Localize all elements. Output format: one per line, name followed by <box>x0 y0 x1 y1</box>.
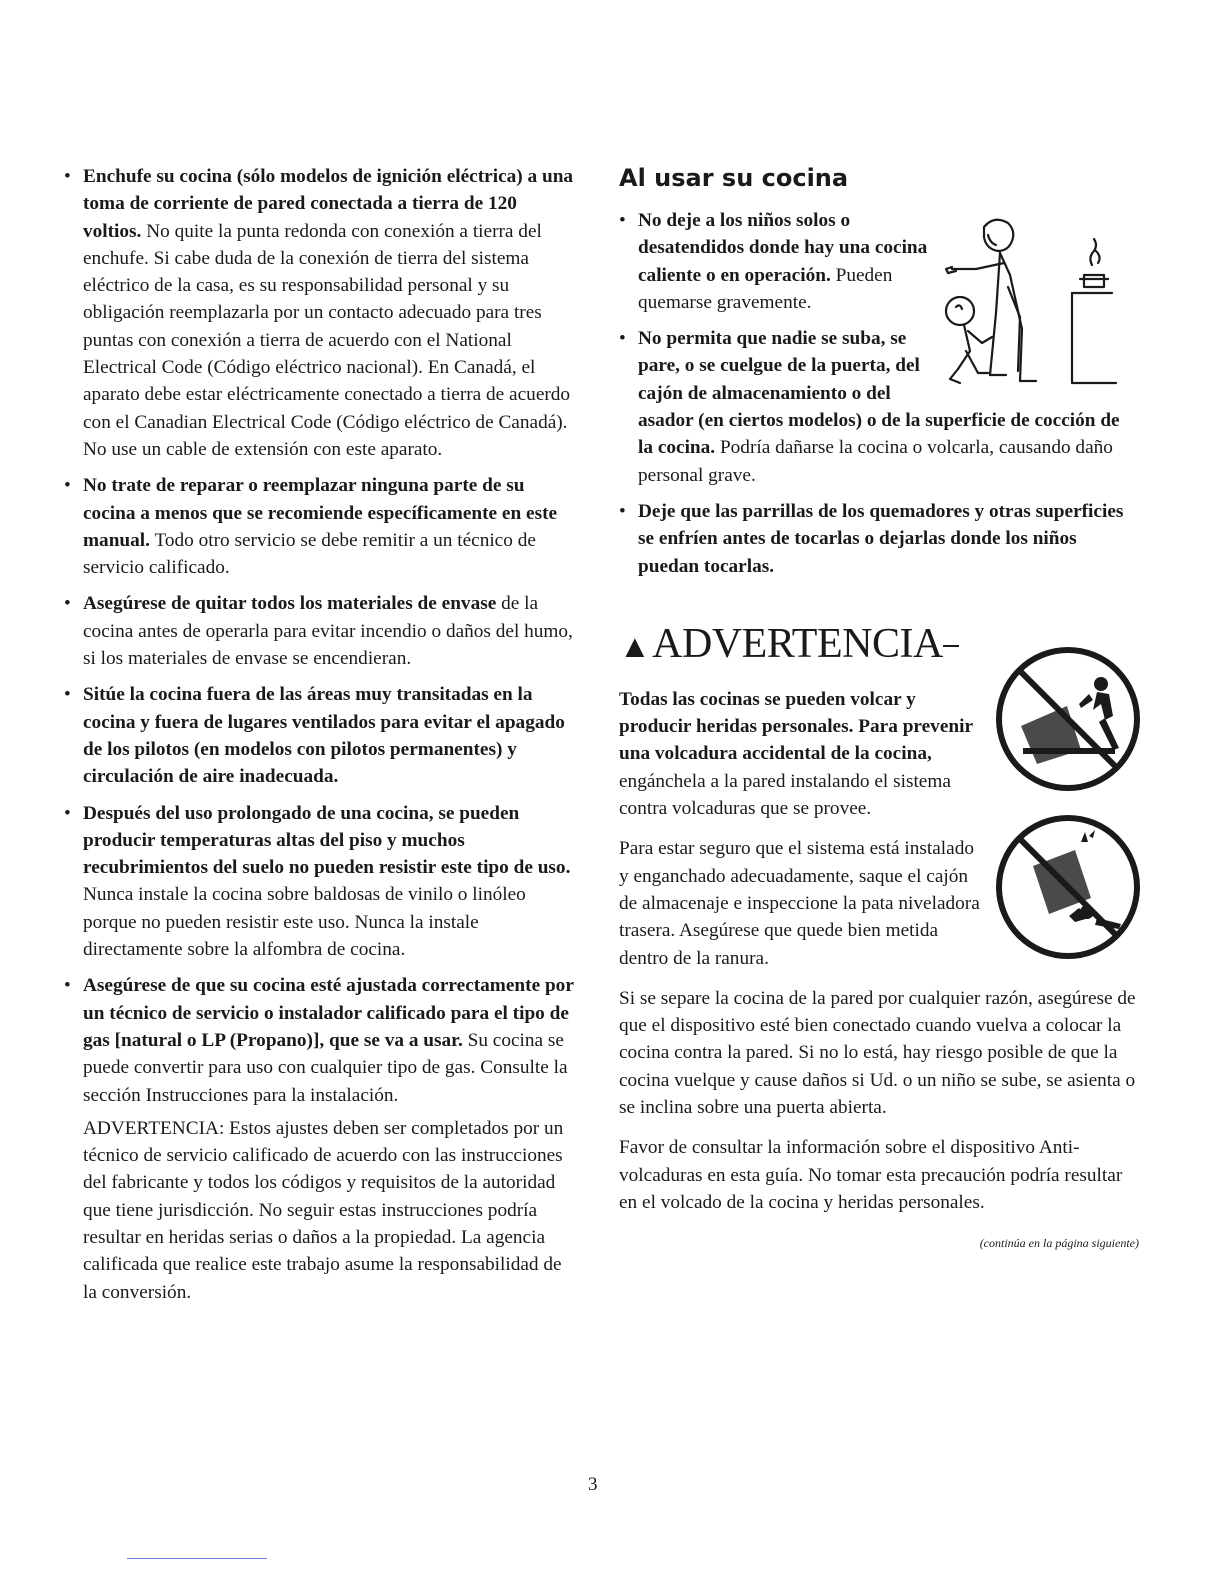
bullet-strong: No permita que nadie se suba, se pare, o se cuelgue de la puerta, del cajón de almacenamiento o del asador (en ciertos modelos) o de la superficie de cocción de la cocina. <box>638 328 1120 459</box>
list-item <box>64 590 579 672</box>
advertencia-note: ADVERTENCIA: Estos ajustes deben ser completados por un técnico de servicio calificado de acuerdo con las instrucciones del fabricante y todos los códigos y requisitos de la autoridad que tiene jurisdicción. No seguir estas instrucciones podría resultar en heridas serias o daños a la propiedad. La agencia calificada que realice este trabajo asume la responsabilidad de la conversión. <box>83 1117 564 1303</box>
usage-list <box>619 207 1139 580</box>
paragraph: Si se separe la cocina de la pared por cualquier razón, asegúrese de que el dispositivo esté bien conectado cuando vuelva a colocar la cocina contra la pared. Si no lo está, hay riesgo posible de que la cocina vuelque y cause daños si Ud. o un niño se sube, se asienta o se inclina sobre una puerta abierta. <box>619 987 1136 1119</box>
bullet-text: No quite la punta redonda con conexión a tierra del enchufe. Si cabe duda de la conexión de tierra del sistema eléctrico de la casa, es su responsabilidad personal y su obligación reemplazarla por un contacto adecuado para tres puntas con conexión a tierra de acuerdo con el National Electrical Code (Código eléctrico nacional). En Canadá, el aparato debe estar eléctricamente conectado a tierra de acuerdo con el Canadian Electrical Code (Código eléctrico de Canadá). No use un cable de extensión con este aparato. <box>83 220 571 460</box>
bullet-text: Pueden quemarse gravemente. <box>638 264 893 313</box>
warning-title <box>619 618 943 672</box>
bullet-text: Nunca instale la cocina sobre baldosas de vinilo o linóleo porque no pueden resistir este uso. Nunca la instale directamente sobre la alfombra de cocina. <box>83 884 526 961</box>
bullet-text: Podría dañarse la cocina o volcarla, causando daño personal grave. <box>638 437 1113 486</box>
warning-triangle-icon: ▲ <box>619 627 651 664</box>
bullet-strong: Deje que las parrillas de los quemadores y otras superficies se enfríen antes de tocarlas o dejarlas donde los niños puedan tocarlas. <box>638 500 1124 577</box>
bullet-strong: Después del uso prolongado de una cocina, se pueden producir temperaturas altas del piso y muchos recubrimientos del suelo no pueden resistir este tipo de uso. <box>83 802 571 879</box>
warning-title-text: ADVERTENCIA <box>652 620 943 667</box>
warning-text: engánchela a la pared instalando el sistema contra volcaduras que se provee. <box>619 770 951 820</box>
safety-list <box>64 163 579 1109</box>
list-item <box>619 207 1139 316</box>
bullet-strong: Asegúrese de quitar todos los materiales de envase <box>83 593 497 615</box>
anti-tip-illustrations <box>993 644 1143 962</box>
page-number: 3 <box>588 1474 598 1495</box>
warning-heading <box>619 618 1139 686</box>
list-item <box>64 163 579 463</box>
bullet-text: Su cocina se puede convertir para uso con cualquier tipo de gas. Consulte la sección Instrucciones para la instalación. <box>83 1029 568 1106</box>
bullet-strong: No deje a los niños solos o desatendidos donde hay una cocina caliente o en operación. <box>638 210 928 286</box>
warning-rule <box>943 645 959 647</box>
list-item <box>619 498 1139 580</box>
list-item <box>64 681 579 790</box>
continued-note: (continúa en la página siguiente) <box>979 1236 1139 1251</box>
bullet-strong: Sitúe la cocina fuera de las áreas muy transitadas en la cocina y fuera de lugares ventilados para evitar el apagado de los pilotos (en modelos con pilotos permanentes) y circulación de aire inadecuada. <box>83 684 565 788</box>
list-item <box>619 325 1139 489</box>
bullet-strong: Enchufe su cocina (sólo modelos de ignición eléctrica) a una toma de corriente de pared conectada a tierra de 120 voltios. <box>83 166 574 242</box>
list-item <box>64 800 579 964</box>
bullet-text: de la cocina antes de operarla para evitar incendio o daños del humo, si los materiales de envase se encendieran. <box>83 593 573 670</box>
bullet-strong: No trate de reparar o reemplazar ninguna parte de su cocina a menos que se recomiende específicamente en este manual. <box>83 475 558 551</box>
bullet-text: Todo otro servicio se debe remitir a un técnico de servicio calificado. <box>83 529 536 579</box>
list-item <box>64 972 579 1108</box>
bullet-strong: Asegúrese de que su cocina esté ajustada correctamente por un técnico de servicio o instalador calificado para el tipo de gas [natural o LP (Propano)], que se va a usar. <box>83 975 574 1051</box>
footer-rule <box>127 1558 267 1559</box>
no-tipping-icon <box>993 812 1143 962</box>
list-item <box>64 472 579 581</box>
section-title: Al usar su cocina <box>619 164 849 192</box>
left-column <box>64 163 579 1306</box>
warning-strong: Todas las cocinas se pueden volcar y producir heridas personales. Para prevenir una volcadura accidental de la cocina, <box>619 688 973 765</box>
paragraph: Favor de consultar la información sobre el dispositivo Anti-volcaduras en esta guía. No tomar esta precaución podría resultar en el volcado de la cocina y heridas personales. <box>619 1137 1123 1213</box>
right-column <box>619 163 1139 1258</box>
paragraph: Para estar seguro que el sistema está instalado y enganchado adecuadamente, saque el cajón de almacenaje e inspeccione la pata niveladora trasera. Asegúrese que quede bien metida dentro de la ranura. <box>619 838 980 969</box>
